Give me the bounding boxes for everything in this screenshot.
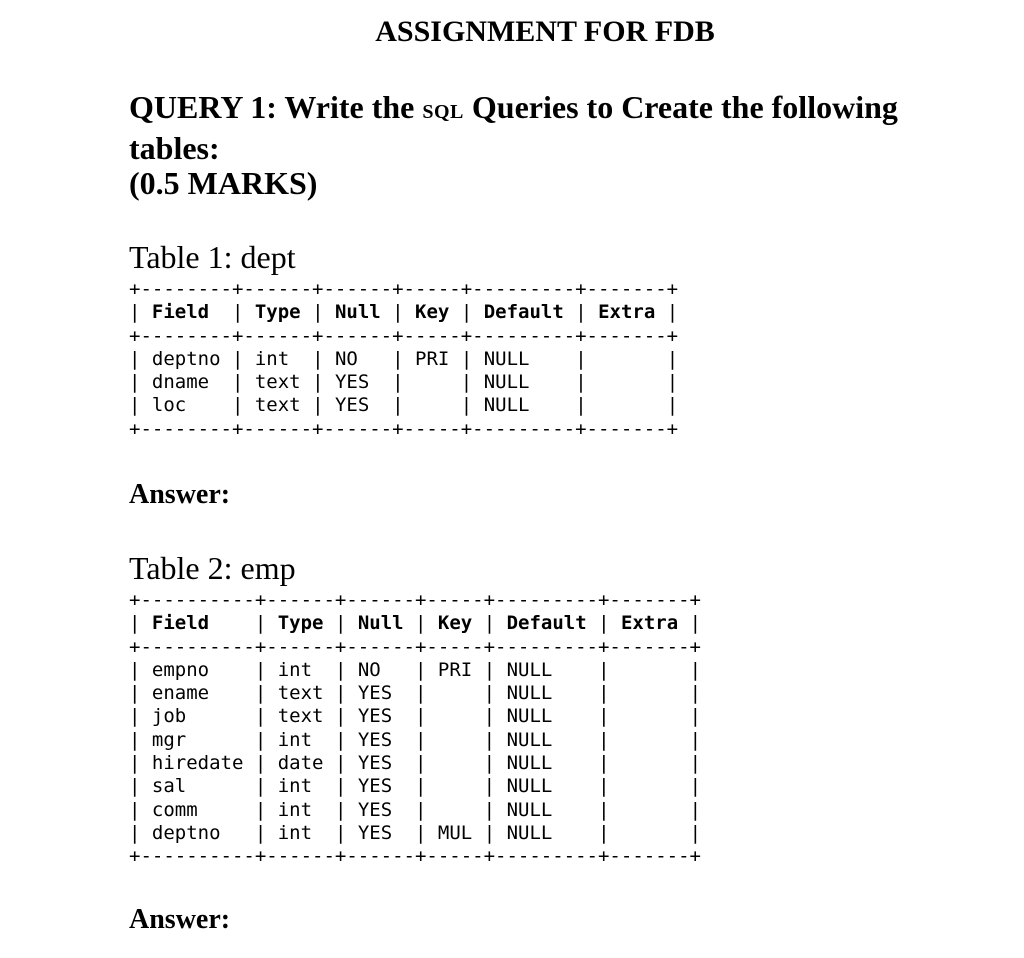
column-header-type: Type — [254, 301, 301, 324]
table-row: | empno | int | NO | PRI | NULL | | — [129, 658, 702, 681]
cell-null: YES — [357, 728, 393, 751]
cell-type: text — [277, 705, 324, 728]
cell-type: date — [277, 752, 324, 775]
column-header-type: Type — [277, 612, 324, 635]
cell-null: YES — [357, 775, 393, 798]
query-suffix: Queries to Create the following tables: — [129, 89, 898, 166]
cell-default: NULL — [506, 752, 553, 775]
table-row: | dname | text | YES | | NULL | | — [129, 371, 679, 394]
cell-null: NO — [357, 658, 381, 681]
column-header-key: Key — [437, 612, 473, 635]
cell-type: text — [277, 682, 324, 705]
table-header-row: | Field | Type | Null | Key | Default | Extra | — [129, 301, 679, 324]
cell-default: NULL — [506, 821, 553, 844]
cell-default: NULL — [506, 658, 553, 681]
cell-type: int — [277, 658, 313, 681]
cell-default: NULL — [506, 798, 553, 821]
query-sql-term: sql — [422, 94, 464, 125]
cell-field: dname — [151, 371, 210, 394]
cell-key: PRI — [415, 347, 450, 370]
table-emp: +----------+------+------+-----+---------+-------+ | Field | Type | Null | Key | Default | Extra | +----------+------+------+-----+---------+-------+ | empno | int | NO | PRI | NULL | | | ename | text | YES | | NULL | | | job | text | YES | | NULL | | | mgr | int | YES | | NULL | | | hiredate | date | YES | | NULL | | | sal | int | YES | | NULL | | | comm | int | YES | | NULL | | | deptno | int | YES | MUL | NULL | | +----------+------+------+-----+---------+-------+ — [129, 589, 702, 868]
cell-field: sal — [151, 775, 187, 798]
table-dept: +--------+------+------+-----+---------+-------+ | Field | Type | Null | Key | Default | Extra | +--------+------+------+-----+---------+-------+ | deptno | int | NO | PRI | NULL | | | dname | text | YES | | NULL | | | loc | text | YES | | NULL | | +--------+------+------+-----+---------+-------+ — [129, 278, 679, 440]
cell-field: deptno — [151, 347, 221, 370]
table-row: | loc | text | YES | | NULL | | — [129, 394, 679, 417]
table-caption-dept: Table 1: dept — [129, 239, 296, 275]
cell-field: deptno — [151, 821, 221, 844]
document-title: ASSIGNMENT FOR FDB — [375, 15, 715, 48]
table-caption-emp: Table 2: emp — [129, 550, 296, 586]
column-header-extra: Extra — [598, 301, 656, 324]
cell-null: YES — [357, 752, 393, 775]
cell-field: job — [151, 705, 187, 728]
table-row: | comm | int | YES | | NULL | | — [129, 798, 702, 821]
cell-default: NULL — [506, 728, 553, 751]
answer-label-emp: Answer: — [129, 904, 231, 935]
cell-field: empno — [151, 658, 210, 681]
cell-null: YES — [357, 705, 393, 728]
column-header-default: Default — [483, 301, 564, 324]
query-prefix: QUERY 1: Write the — [129, 89, 423, 125]
cell-default: NULL — [483, 347, 530, 370]
column-header-key: Key — [415, 301, 450, 324]
cell-key: MUL — [437, 821, 473, 844]
cell-default: NULL — [506, 775, 553, 798]
cell-null: YES — [357, 682, 393, 705]
cell-key: PRI — [437, 658, 473, 681]
cell-field: ename — [151, 682, 210, 705]
answer-label-dept: Answer: — [129, 479, 231, 510]
table-row: | hiredate | date | YES | | NULL | | — [129, 752, 702, 775]
column-header-extra: Extra — [620, 612, 679, 635]
table-row: | sal | int | YES | | NULL | | — [129, 775, 702, 798]
column-header-null: Null — [357, 612, 404, 635]
table-row: | deptno | int | YES | MUL | NULL | | — [129, 821, 702, 844]
column-header-null: Null — [334, 301, 381, 324]
cell-type: text — [254, 394, 301, 417]
table-row: | ename | text | YES | | NULL | | — [129, 682, 702, 705]
cell-default: NULL — [483, 394, 530, 417]
table-row: | job | text | YES | | NULL | | — [129, 705, 702, 728]
column-header-field: Field — [151, 301, 210, 324]
cell-type: int — [277, 821, 313, 844]
cell-field: hiredate — [151, 752, 244, 775]
cell-type: int — [254, 347, 290, 370]
cell-field: mgr — [151, 728, 187, 751]
query-heading — [129, 88, 929, 167]
cell-type: int — [277, 728, 313, 751]
table-header-row: | Field | Type | Null | Key | Default | Extra | — [129, 612, 702, 635]
cell-default: NULL — [483, 371, 530, 394]
column-header-default: Default — [506, 612, 587, 635]
column-header-field: Field — [151, 612, 210, 635]
cell-null: YES — [334, 394, 370, 417]
cell-null: YES — [357, 798, 393, 821]
cell-default: NULL — [506, 705, 553, 728]
cell-type: text — [254, 371, 301, 394]
cell-type: int — [277, 798, 313, 821]
table-row: | deptno | int | NO | PRI | NULL | | — [129, 347, 679, 370]
cell-type: int — [277, 775, 313, 798]
cell-null: YES — [357, 821, 393, 844]
cell-null: NO — [334, 347, 358, 370]
cell-null: YES — [334, 371, 370, 394]
cell-field: loc — [151, 394, 187, 417]
query-marks: (0.5 MARKS) — [129, 165, 318, 201]
cell-default: NULL — [506, 682, 553, 705]
table-row: | mgr | int | YES | | NULL | | — [129, 728, 702, 751]
cell-field: comm — [151, 798, 198, 821]
